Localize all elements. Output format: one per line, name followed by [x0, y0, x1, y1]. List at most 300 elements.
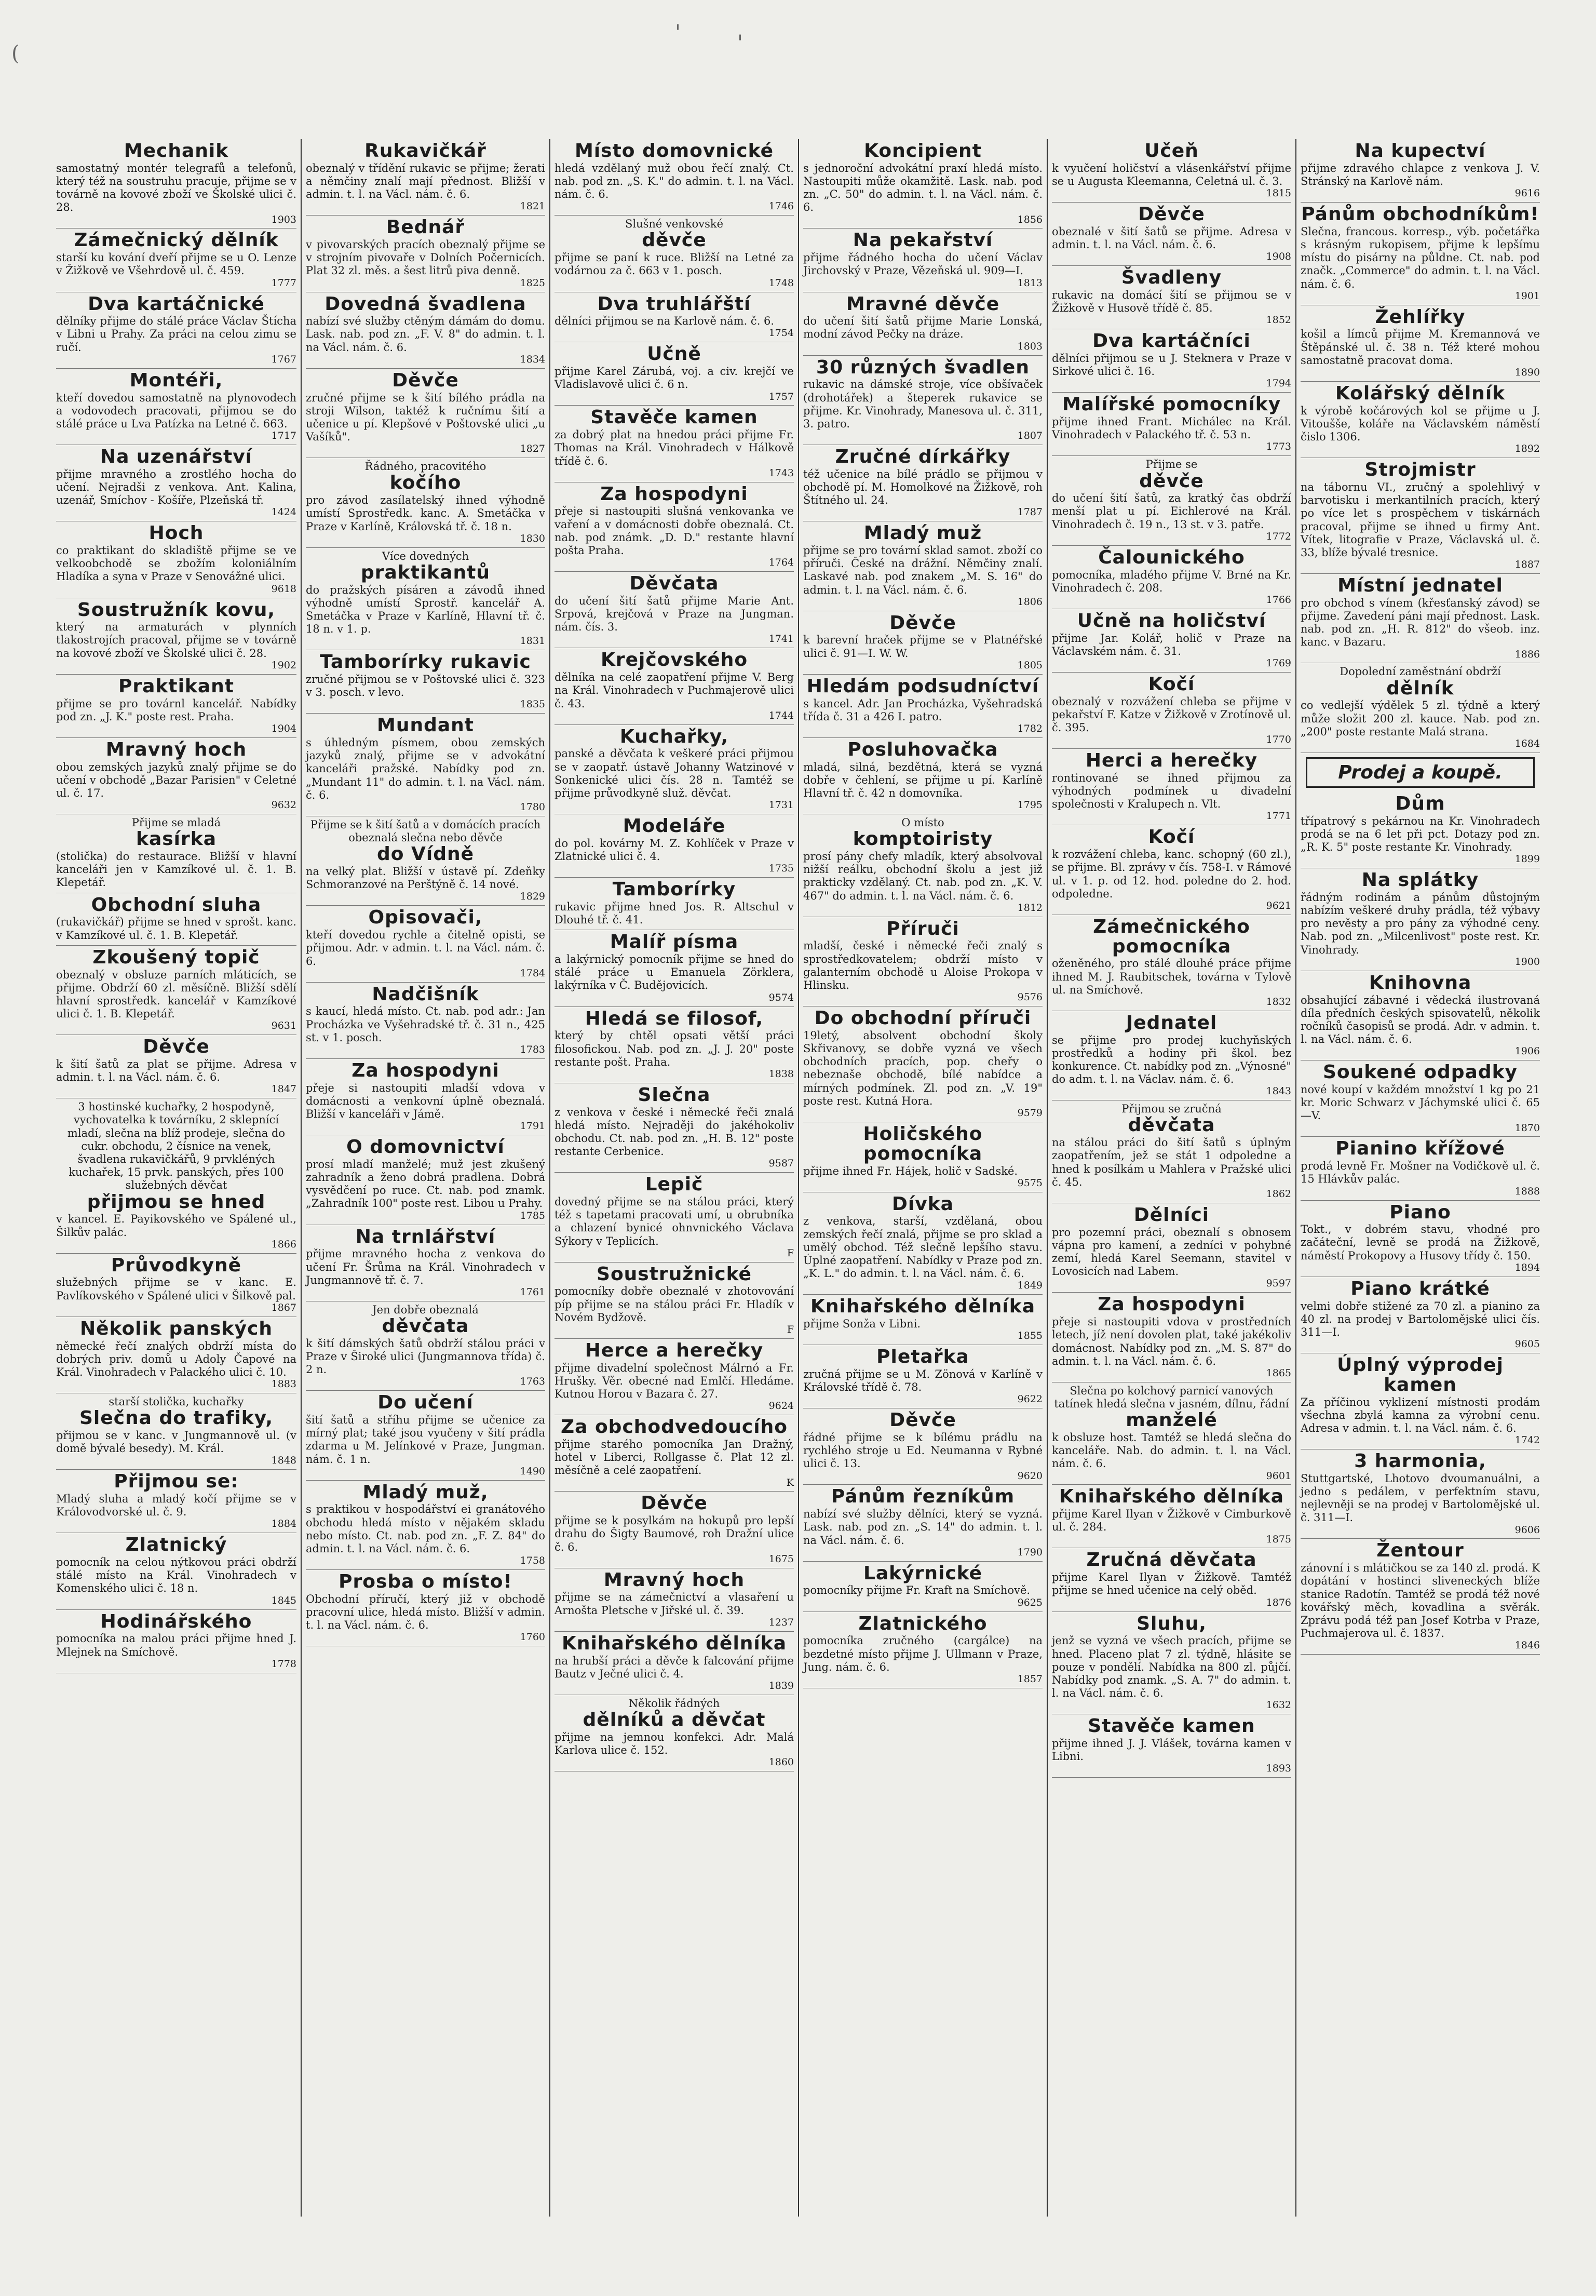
column-6: [1295, 139, 1544, 2217]
classified-columns: [52, 139, 1544, 2217]
ad-number: 1876: [1266, 1596, 1291, 1608]
ad-number: 1835: [520, 699, 545, 710]
ad-subtitle: Jen dobře obeznalá: [372, 1303, 479, 1316]
ad-body: pomocníka na malou práci přijme hned J. Mlejnek na Smíchově.: [56, 1632, 296, 1658]
ad-title: Hoch: [148, 522, 204, 544]
ad-body: kteří dovedou rychle a čitelně opisti, se přijmou. Adr. v admin. t. l. na Václ. nám. č. 6.: [306, 929, 545, 968]
ad-body: panské a děvčata k veškeré práci přijmou se v zaopatř. ústavě Johanny Watzinové v Sonkenické ulici čís. 28 n. Tamtéž se přijme průvodkyně služ. děvčat.: [554, 747, 794, 799]
ad-title: Zlatnický: [125, 1534, 227, 1556]
classified-ad: [1052, 456, 1291, 545]
ad-title: Mladý muž: [863, 522, 982, 544]
classified-ad: [306, 548, 545, 651]
ad-title: Opisovači,: [368, 907, 483, 929]
classified-ad: [306, 714, 545, 816]
ad-title: Posluhovačka: [847, 739, 998, 760]
ad-title: Modeláře: [623, 815, 726, 837]
ad-title: Prosba o místo!: [339, 1571, 512, 1593]
ad-title: Na trnlářství: [355, 1226, 496, 1247]
ad-title: Zručná děvčata: [1086, 1549, 1257, 1571]
ad-number: 1894: [1514, 1261, 1540, 1273]
ad-number: 1763: [520, 1376, 545, 1388]
ad-body: k šití šatů za plat se přijme. Adresa v admin. t. l. na Václ. nám. č. 6.: [56, 1058, 296, 1084]
page-edge-mark-top-2: ': [737, 31, 743, 55]
ad-number: 1830: [520, 532, 545, 544]
ad-body: rontinované se ihned přijmou za výhodných podmínek u divadelní společnosti v Kralupech n. Vlt.: [1052, 771, 1291, 811]
ad-body: rukavic přijme hned Jos. R. Altschul v Dlouhé tř. č. 41.: [554, 900, 794, 927]
ad-title: Knihařského dělníka: [810, 1296, 1035, 1318]
ad-title: Hledá se filosof,: [585, 1008, 764, 1029]
classified-ad: [56, 1470, 296, 1533]
ad-number: 1803: [1017, 340, 1043, 352]
ad-title: praktikantů: [360, 561, 490, 583]
ad-number: 1908: [1266, 251, 1291, 263]
ad-body: obeznalé v šití šatů se přijme. Adresa v admin. t. l. na Václ. nám. č. 6.: [1052, 225, 1291, 251]
classified-ad: [554, 648, 794, 724]
ad-body: do učení šití šatů přijme Marie Ant. Srpová, krejčová v Praze na Jungman. nám. čís. 3.: [554, 594, 794, 634]
ad-number: 1831: [520, 635, 545, 647]
ad-body: prosí pány chefy mladík, který absolvoval nižší reálku, obchodní školu a jest již prakticky vzdělaný. Ct. nab. pod zn. „K. V. 467" do admin. t. l. na Václ. nám. č. 6.: [803, 850, 1043, 902]
ad-number: F: [787, 1247, 794, 1259]
ad-title: Malíř písma: [610, 931, 739, 953]
classified-ad: [554, 292, 794, 343]
ad-body: prodá levně Fr. Mošner na Vodičkově ul. č. 15 Hlávkův palác.: [1301, 1160, 1540, 1186]
ad-title: Knihařského dělníka: [562, 1632, 787, 1654]
classified-ad: [554, 406, 794, 482]
classified-ad: [803, 1485, 1043, 1561]
ad-title: Úplný výprodej kamen: [1337, 1354, 1504, 1395]
classified-ad: [1052, 393, 1291, 456]
ad-number: K: [786, 1476, 794, 1488]
classified-ad: [803, 675, 1043, 738]
ad-title: Mechanik: [124, 140, 229, 162]
ad-body: přijme Karel Ilyan v Žižkově. Tamtéž přijme se hned učenice na celý oběd.: [1052, 1571, 1291, 1597]
ad-title: děvče: [1139, 470, 1204, 492]
ad-title: Švadleny: [1121, 267, 1222, 289]
classified-ad: [1052, 1548, 1291, 1612]
ad-number: 1778: [271, 1658, 296, 1670]
ad-number: 1846: [1514, 1640, 1540, 1651]
ad-body: mladší, české i německé řeči znalý s sprostředkovatelem; obdrží místo v galanterním obchodě u Aloise Prokopa v Hlinsku.: [803, 939, 1043, 992]
ad-body: přijme Sonža v Libni.: [803, 1318, 921, 1331]
ad-number: 1770: [1266, 734, 1291, 746]
classified-ad: [803, 611, 1043, 675]
classified-ad: [306, 139, 545, 216]
ad-number: 1903: [271, 213, 296, 225]
classified-ad: [803, 292, 1043, 356]
classified-ad: [306, 1570, 545, 1646]
ad-body: na hrubší práci a děvče k falcování přijme Bautz v Ječné ulici č. 4.: [554, 1654, 794, 1680]
ad-title: Pletařka: [876, 1346, 969, 1368]
ad-body: s kancel. Adr. Jan Procházka, Vyšehradská třída č. 31 a 426 I. patro.: [803, 697, 1043, 723]
classified-ad: [56, 139, 296, 229]
ad-number: 1870: [1514, 1122, 1540, 1134]
ad-title: Děvče: [1138, 204, 1205, 225]
ad-title: Soustružník kovu,: [77, 599, 276, 621]
ad-title: Průvodkyně: [111, 1254, 242, 1276]
classified-ad: [554, 1083, 794, 1173]
ad-body: pomocníka zručného (cargálce) na bezdetné místo přijme J. Ullmann v Praze, Jung. nám. č. 6.: [803, 1634, 1043, 1673]
ad-body: 19letý, absolvent obchodní školy Skřivanovy, se dobře vyzná ve všech obchodních pracích, pop. cheřy o nebeznaše obchodě, bílé nabídce a mírných podmínek. Zl. pod zn. „V. 19" poste rest. Kutná Hora.: [803, 1029, 1043, 1107]
ad-title: Mladý muž,: [362, 1481, 489, 1503]
ad-body: k obsluze host. Tamtéž se hledá slečna do kanceláře. Nab. do admin. t. l. na Václ. nám. č. 6.: [1052, 1431, 1291, 1470]
ad-body: s kaucí, hledá místo. Ct. nab. pod adr.: Jan Procházka ve Vyšehradské tř. č. 31 n., 425 st. v 1. posch.: [306, 1005, 545, 1044]
ad-body: v kancel. E. Payikovského ve Spálené ul., Šilkův palác.: [56, 1213, 296, 1239]
column-3: [549, 139, 798, 2217]
ad-title: Piano: [1389, 1201, 1451, 1223]
ad-number: 1766: [1266, 594, 1291, 606]
ad-title: Dovedná švadlena: [324, 293, 526, 315]
ad-body: přijme ihned Frant. Michálec na Král. Vinohradech v Palackého tř. č. 53 n.: [1052, 415, 1291, 441]
ad-title: Soukené odpadky: [1323, 1062, 1518, 1083]
ad-number: 1812: [1017, 902, 1043, 914]
ad-body: přijme ihned Fr. Hájek, holič v Sadské.: [803, 1164, 1018, 1177]
classified-ad: [1052, 1382, 1291, 1485]
ad-number: 1760: [520, 1631, 545, 1643]
classified-ad: [1052, 749, 1291, 825]
ad-number: 9620: [1017, 1470, 1043, 1482]
ad-number: 1675: [768, 1553, 794, 1565]
ad-subtitle: Přijme se mladá: [131, 816, 221, 829]
ad-title: Herce a herečky: [585, 1339, 764, 1361]
ad-title: Žehlířky: [1375, 306, 1466, 328]
ad-number: 1821: [520, 200, 545, 212]
ad-number: 1906: [1514, 1045, 1540, 1057]
ad-title: Za hospodyni: [1098, 1294, 1246, 1315]
ad-number: 1795: [1017, 799, 1043, 811]
ad-number: 1782: [1017, 722, 1043, 734]
ad-title: Na pekařství: [853, 230, 993, 251]
classified-ad: [1052, 203, 1291, 266]
ad-number: 1839: [768, 1680, 794, 1691]
classified-ad: [554, 1632, 794, 1695]
classified-ad: [554, 725, 794, 814]
ad-body: nabízí své služby ctěným dámám do domu. Lask. nab. pod zn. „F. V. 8" do admin. t. l. na Václ. nám. č. 6.: [306, 315, 545, 354]
ad-body: k výrobě kočárových kol se přijme u J. Vitoušše, koláře na Václavském náměstí čislo 1306.: [1301, 404, 1540, 444]
ad-title: Hledám podsudníctví: [806, 675, 1039, 697]
ad-number: 9616: [1514, 187, 1540, 199]
ad-number: 1852: [1266, 314, 1291, 326]
ad-body: Obchodní příručí, který již v obchodě pracovní ulice, hledá místo. Bližší v admin. t. l. na Václ. nám. č. 6.: [306, 1592, 545, 1632]
ad-body: přijme mravného hocha z venkova do učení Fr. Šrůma na Král. Vinohradech v Jungmannově tř. č. 7.: [306, 1247, 545, 1286]
classified-ad: [554, 572, 794, 648]
classified-ad: [1052, 329, 1291, 393]
classified-ad: [1052, 266, 1291, 329]
ad-body: k vyučení holičství a vlásenkářství přijme se u Augusta Kleemanna, Celetná ul. č. 3.: [1052, 162, 1291, 187]
classified-ad: [803, 139, 1043, 229]
ad-number: 9606: [1514, 1524, 1540, 1536]
ad-title: Zámečnického pomocníka: [1093, 916, 1250, 957]
ad-body: přijme divadelní společnost Málrnó a Fr. Hrušky. Věr. obecné nad Emlčí. Hledáme. Kutnou Horou v Bazara č. 27.: [554, 1361, 794, 1401]
ad-title: Hodinářského: [100, 1610, 252, 1632]
ad-body: přijme Karel Zárubá, voj. a civ. krejčí ve Vladislavově ulici č. 6 n.: [554, 365, 794, 391]
ad-number: 1787: [1017, 506, 1043, 518]
ad-title: Obchodní sluha: [91, 894, 262, 916]
ad-number: 9597: [1266, 1278, 1291, 1290]
ad-number: 9587: [768, 1158, 794, 1170]
ad-title: Lakýrnické: [863, 1562, 983, 1584]
ad-number: 1813: [1017, 277, 1043, 289]
ad-body: přijme se paní k ruce. Bližší na Letné za vodárnou za č. 663 v 1. posch.: [554, 251, 794, 277]
classified-ad: [306, 650, 545, 714]
classified-ad: [1301, 1201, 1540, 1277]
classified-ad: [1052, 1714, 1291, 1778]
classified-ad: [306, 458, 545, 547]
column-1: [52, 139, 301, 2217]
ad-number: 9624: [768, 1400, 794, 1412]
classified-ad: [306, 1301, 545, 1391]
ad-number: 1884: [271, 1518, 296, 1530]
ad-number: 1741: [768, 633, 794, 645]
classified-ad: [554, 878, 794, 930]
ad-number: 1856: [1017, 213, 1043, 225]
ad-body: přijme mravného a zrostlého hocha do učení. Nejradši z venkova. Ant. Kalina, uzenář, Smíchov - Košíře, Plzeňská tř.: [56, 467, 296, 507]
ad-title: Na splátky: [1361, 869, 1479, 891]
classified-ad: [1301, 1353, 1540, 1449]
ad-body: pomocníky přijme Fr. Kraft na Smíchově.: [803, 1584, 1031, 1597]
ad-body: přeje si nastoupiti mladší vdova v domácnosti a venkovní úplně obeznalá. Bližší v kanceláři v Jámě.: [306, 1081, 545, 1121]
classified-ad: [1052, 1485, 1291, 1548]
ad-number: 1899: [1514, 853, 1540, 865]
classified-ad: [56, 675, 296, 738]
ad-body: jenž se vyzná ve všech pracích, přijme se hned. Placeno plat 7 zl. týdně, hlásite se pouze v pondělí. Nabídka na 800 zl. půjčí. Nabídky pod znamk. „S. A. 7" do admin. t. l. na Václ. nám. č. 6.: [1052, 1634, 1291, 1700]
column-5: [1047, 139, 1295, 2217]
ad-number: 1758: [520, 1555, 545, 1567]
ad-body: z venkova, starší, vzdělaná, obou zemských řečí znalá, přijme se pro sklad a umělý obchod. Též slečně lepšího stavu. Úplné zaopatření. Nabídky v Praze pod zn. „K. L." do admin. t. l. na Václ. nám. č. 6.: [803, 1215, 1043, 1280]
page-edge-mark-left: (: [11, 42, 20, 65]
ad-body: přeje si nastoupiti slušná venkovanka ve vaření a v domácnosti dobře obeznalá. Ct. nab. pod známk. „D. D." restante hlavní pošta Praha.: [554, 505, 794, 557]
ad-body: rukavic na domácí šití se přijmou se v Žižkově v Husově třídě č. 85.: [1052, 288, 1291, 315]
ad-title: Zámečnický dělník: [74, 230, 279, 251]
ad-body: k šití dámských šatů obdrží stálou práci v Praze v Široké ulici (Jungmannova třída) č. 2 n.: [306, 1337, 545, 1376]
ad-body: z venkova v české i německé řeči znalá hledá místo. Nejraději do jakéhokoliv obchodu. Ct. nab. pod zn. „H. B. 12" poste restante Cerbenice.: [554, 1106, 794, 1158]
ad-title: Do obchodní příruči: [814, 1008, 1032, 1029]
ad-body: Mladý sluha a mladý kočí přijme se v Královodvorské ul. č. 9.: [56, 1493, 296, 1519]
ad-number: 1806: [1017, 596, 1043, 608]
ad-number: 1862: [1266, 1188, 1291, 1200]
ad-title: Děvče: [392, 369, 459, 391]
ad-title: Dva truhlářští: [597, 293, 751, 315]
ad-subtitle: Více dovedných: [382, 549, 469, 562]
ad-number: 1843: [1266, 1085, 1291, 1097]
ad-number: 1632: [1266, 1699, 1291, 1711]
page-edge-mark-top: ': [675, 21, 681, 45]
ad-title: Zlatnického: [858, 1613, 988, 1634]
ad-title: Bednář: [386, 217, 465, 238]
ad-body: přijme se pro tovární sklad samot. zboží co příruči. České na drážní. Němčiny znalí. Laskavé nab. pod znakem „M. S. 16" do admin. t. l. na Václ. nám. č. 6.: [803, 544, 1043, 596]
ad-title: Knihovna: [1369, 972, 1472, 993]
ad-title: dělník: [1386, 677, 1454, 699]
classified-ad: [554, 1007, 794, 1083]
ad-body: třípatrový s pekárnou na Kr. Vinohradech prodá se na 6 let při pct. Dotazy pod zn. „R. K. 5" poste restante Kr. Vinohrady.: [1301, 814, 1540, 854]
ad-number: 1785: [520, 1210, 545, 1221]
ad-number: 1490: [520, 1465, 545, 1477]
ad-title: Lepič: [645, 1174, 704, 1196]
ad-title: Za hospodyni: [351, 1059, 499, 1081]
ad-title: Pianino křížové: [1335, 1138, 1505, 1160]
classified-ad: [1301, 305, 1540, 382]
ad-body: služebných přijme se v kanc. E. Pavlíkovského v Spálené ulici v Šilkově pal.: [56, 1276, 296, 1302]
classified-ad: [56, 893, 296, 946]
ad-body: nabízí své služby dělníci, který se vyzná. Lask. nab. pod zn. „S. 14" do admin. t. l. na Václ. nám. č. 6.: [803, 1508, 1043, 1547]
classified-ad: [1301, 792, 1540, 868]
ad-number: 1743: [768, 467, 794, 479]
ad-body: řádným rodinám a pánům důstojným nabízím veškeré druhy prádla, též výbavy pro nevěsty a pro pány za výhodné ceny. Nab. pod zn. „Milcenlivost" poste rest. Kr. Vinohrady.: [1301, 891, 1540, 956]
ad-body: v pivovarských pracích obeznalý přijme se v strojním pivovaře v Dolních Počernicích. Plat 32 zl. měs. a šest litrů piva denně.: [306, 238, 545, 277]
classified-ad: [554, 1695, 794, 1771]
classified-ad: [306, 816, 545, 906]
classified-ad: [803, 738, 1043, 814]
ad-body: na velký plat. Bližší v ústavě pí. Zdeňky Schmoranzové na Perštýně č. 14 nové.: [306, 865, 545, 891]
classified-ad: [803, 1408, 1043, 1485]
classified-ad: [306, 369, 545, 458]
ad-number: 1815: [1266, 187, 1291, 199]
classified-ad: [1052, 139, 1291, 203]
ad-title: Kočí: [1148, 673, 1195, 695]
ad-title: Dělníci: [1133, 1204, 1210, 1226]
ad-body: starší ku kování dveří přijme se u O. Lenze v Žižkově ve Všehrdově ul. č. 459.: [56, 251, 296, 277]
classified-ad: [803, 356, 1043, 445]
classified-ad: [554, 930, 794, 1006]
ad-title: Děvčata: [629, 573, 719, 595]
classified-ad: [306, 1059, 545, 1135]
ad-title: Slečna: [638, 1084, 711, 1106]
ad-title: Slečna do trafiky,: [79, 1407, 274, 1429]
ad-number: 1784: [520, 967, 545, 979]
classified-ad: [1052, 1203, 1291, 1293]
ad-title: děvčata: [382, 1315, 469, 1337]
ad-title: Mundant: [377, 715, 474, 736]
ad-title: Za hospodyni: [600, 483, 748, 505]
ad-body: zručné přijme se k šití bílého prádla na stroji Wilson, taktéž k ručnímu šití a učenice u pí. Klepšové v Poštovské ulici „u Vašíků".: [306, 391, 545, 444]
ad-body: samostatný montér telegrafů a telefonů, který též na soustruhu pracuje, přijme se v továrně na kovové zboží ve Školské ulici č. 28.: [56, 162, 296, 214]
ad-number: 1829: [520, 891, 545, 903]
ad-body: obeznalý v třídění rukavic se přijme; žerati a němčiny znalí mají přednost. Bližší v admin. t. l. na Václ. nám. č. 6.: [306, 162, 545, 201]
ad-title: Pánům obchodníkům!: [1301, 204, 1539, 225]
ad-title: Kolářský dělník: [1335, 382, 1506, 404]
classified-ad: [803, 1122, 1043, 1192]
ad-number: 1761: [520, 1286, 545, 1298]
ad-body: prosí mladí manželé; muž jest zkušený zahradník a ženo dobrá pradlena. Dobrá vysvědčení po ruce. Ct. nab. pod znamk. „Zahradník 100" poste rest. Libou u Prahy.: [306, 1158, 545, 1210]
ad-number: 9625: [1017, 1596, 1043, 1608]
ad-body: který by chtěl opsati větší práci filosofickou. Nab. pod zn. „J. J. 20" poste restante pošt. Praha.: [554, 1029, 794, 1068]
classified-ad: [554, 814, 794, 878]
ad-number: 1807: [1017, 430, 1043, 442]
classified-ad: [1052, 609, 1291, 673]
ad-body: též učenice na bílé prádlo se přijmou v obchodě pí. M. Homolkové na Žižkově, roh Štítného ul. 24.: [803, 467, 1043, 507]
classified-ad: [554, 1173, 794, 1262]
ad-body: dělníci přijmou se u J. Steknera v Praze v Sirkové ulici č. 16.: [1052, 352, 1291, 378]
ad-number: 1791: [520, 1120, 545, 1132]
section-heading-sale: Prodej a koupě.: [1306, 757, 1535, 788]
classified-ad: [1052, 1011, 1291, 1100]
ad-number: 1875: [1266, 1533, 1291, 1545]
ad-subtitle: Řádného, pracovitého: [364, 460, 486, 473]
classified-ad: [1301, 971, 1540, 1060]
ad-body: přeje si nastoupiti vdova v prostředních letech, jíž není dovolen plat, také jakékoliv domácnost. Nabídky pod zn. „M. S. 87" do admin. t. l. na Václ. nám. č. 6.: [1052, 1315, 1291, 1367]
ad-title: Tamborírky rukavic: [320, 651, 531, 673]
ad-body: přijme Karel Ilyan v Žižkově v Cimburkově ul. č. 284.: [1052, 1508, 1291, 1534]
classified-ad: [803, 1562, 1043, 1612]
ad-body: za dobrý plat na hnedou práci přijme Fr. Thomas na Král. Vinohradech v Hálkově třídě č. 6.: [554, 428, 794, 467]
ad-title: Děvče: [889, 612, 956, 634]
ad-subtitle: Dopolední zaměstnání obdrží: [1340, 665, 1501, 678]
ad-subtitle: Několik řádných: [628, 1697, 720, 1710]
ad-number: 1754: [768, 327, 794, 339]
ad-body: do učení šití šatů, za kratký čas obdrží menší plat u pí. Eichlerové na Král. Vinohradech č. 19 n., 13 st. v 3. patře.: [1052, 492, 1291, 531]
ad-title: Na kupectví: [1355, 140, 1486, 162]
ad-number: 1764: [768, 557, 794, 569]
classified-ad: [1301, 574, 1540, 663]
ad-body: dělníci přijmou se na Karlově nám. č. 6.: [554, 315, 775, 328]
ad-title: Učně na holičství: [1077, 610, 1266, 632]
ad-body: přijme Jar. Kolář, holič v Praze na Václavském nám. č. 31.: [1052, 632, 1291, 657]
ad-number: 1865: [1266, 1367, 1291, 1379]
ad-title: manželé: [1126, 1409, 1218, 1431]
classified-ad: [56, 1393, 296, 1470]
ad-title: Místní jednatel: [1337, 575, 1503, 596]
ad-body: pomocník na celou nýtkovou práci obdrží stálé místo na Král. Vinohradech v Komenského ulici č. 18 n.: [56, 1556, 296, 1595]
classified-ad: [1052, 1293, 1291, 1382]
ad-body: přijme se pro továrnl kancelář. Nabídky pod zn. „J. K." poste rest. Praha.: [56, 697, 296, 723]
classified-ad: [1301, 1449, 1540, 1539]
classified-ad: [56, 1610, 296, 1673]
ad-number: 1731: [768, 799, 794, 811]
classified-ad: [1301, 458, 1540, 574]
ad-title: Stavěče kamen: [590, 407, 758, 428]
ad-number: 1892: [1514, 443, 1540, 455]
ad-subtitle: Slečna po kolchový parnicí vanových tatínek hledá slečna v jasném, dílnu, řádní: [1054, 1384, 1289, 1410]
ad-title: Do učení: [377, 1392, 474, 1414]
classified-ad: [803, 1192, 1043, 1295]
ad-number: 1890: [1514, 367, 1540, 379]
ad-subtitle: 3 hostinské kuchařky, 2 hospodyně, vychovatelka k továrníku, 2 sklepnící mladí, slečna na blíž prodeje, slečna do cukr. obchodu, 2 čísnice na venek, švadlena rukavičkářů, 9 prvkléných kuchařek, 15 prvk. panských, přes 100 služebných děvčat: [67, 1100, 286, 1192]
ad-body: zánovní i s mlátičkou se za 140 zl. prodá. K dopátání v hostinci sliveneckých blíže stanice Radotín. Tamtéž se prodá též nové kovářský měch, kovadlina a svěrák. Zprávu podá též pan Josef Kotrba v Praze, Puchmajerova ul. č. 1837.: [1301, 1562, 1540, 1640]
classified-ad: [1052, 915, 1291, 1011]
ad-title: Malířské pomocníky: [1062, 394, 1281, 415]
ad-title: Dívka: [892, 1193, 954, 1215]
ad-number: 1744: [768, 709, 794, 721]
classified-ad: [554, 1492, 794, 1568]
ad-number: 1684: [1514, 737, 1540, 749]
classified-ad: [803, 1295, 1043, 1345]
ad-title: Dva kartáčníci: [1092, 330, 1251, 352]
classified-ad: [306, 1391, 545, 1480]
classified-ad: [56, 445, 296, 521]
ad-body: přijme ihned J. J. Vlášek, továrna kamen v Libni.: [1052, 1737, 1291, 1763]
ad-number: 1742: [1514, 1434, 1540, 1446]
ad-title: Holičského pomocníka: [863, 1123, 983, 1164]
ad-title: Kuchařky,: [619, 726, 729, 747]
classified-ad: [56, 738, 296, 814]
ad-number: 9605: [1514, 1338, 1540, 1350]
classified-ad: [1301, 203, 1540, 305]
classified-ad: [803, 521, 1043, 611]
ad-body: (rukavičkář) přijme se hned v sprošt. kanc. v Kamzíkové ul. č. 1. B. Klepetář.: [56, 916, 296, 942]
ad-number: 1805: [1017, 659, 1043, 671]
ad-body: přijme řádného hocha do učení Václav Jirchovský v Praze, Vězeňská ul. 909—I.: [803, 251, 1043, 277]
ad-number: 1746: [768, 200, 794, 212]
ad-title: Herci a herečky: [1085, 750, 1258, 772]
classified-ad: [306, 1481, 545, 1570]
ad-body: přijme na jemnou konfekci. Adr. Malá Karlova ulice č. 152.: [554, 1730, 794, 1756]
column-4: [798, 139, 1047, 2217]
ad-title: Kočí: [1148, 826, 1195, 848]
ad-number: 1773: [1266, 441, 1291, 453]
ad-body: s jednoroční advokátní praxí hledá místo. Nastoupiti může okamžitě. Lask. nab. pod zn. „C. 50" do admin. t. l. na Václ. nám. č. 6.: [803, 162, 1043, 214]
ad-title: Jednatel: [1126, 1012, 1218, 1033]
ad-number: 1838: [768, 1068, 794, 1080]
classified-ad: [554, 1263, 794, 1339]
